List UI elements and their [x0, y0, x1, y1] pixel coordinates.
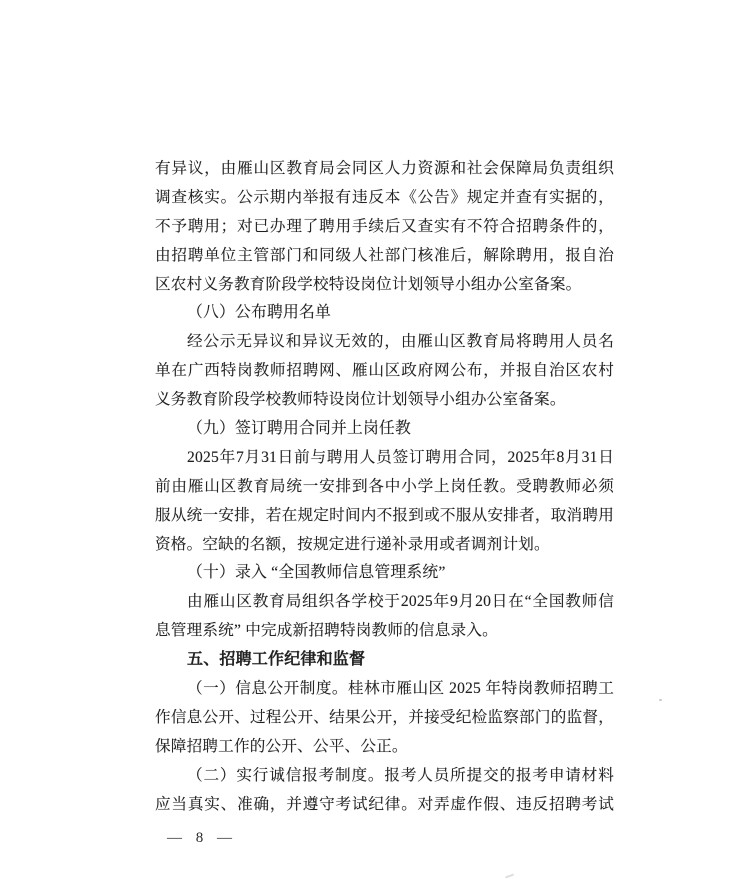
paragraph-line: （一）信息公开制度。桂林市雁山区 2025 年特岗教师招聘工: [187, 680, 614, 698]
paragraph-line: 由雁山区教育局组织各学校于2025年9月20日在“全国教师信: [187, 593, 614, 611]
heading-section-9: （九）签订聘用合同并上岗任教: [187, 420, 411, 438]
page-number: — 8 —: [167, 830, 233, 846]
heading-chapter-5: 五、招聘工作纪律和监督: [187, 651, 366, 669]
heading-section-8: （八）公布聘用名单: [187, 304, 331, 322]
paragraph-line: 服从统一安排，若在规定时间内不报到或不服从安排者，取消聘用: [155, 506, 614, 524]
paragraph-line: 有异议，由雁山区教育局会同区人力资源和社会保障局负责组织: [155, 160, 614, 177]
paragraph-line: 息管理系统” 中完成新招聘特岗教师的信息录入。: [155, 622, 498, 640]
paragraph-line: 经公示无异议和异议无效的，由雁山区教育局将聘用人员名: [187, 333, 614, 351]
paragraph-line: 区农村义务教育阶段学校特设岗位计划领导小组办公室备案。: [155, 275, 582, 293]
paragraph-line: （二）实行诚信报考制度。报考人员所提交的报考申请材料: [187, 766, 614, 784]
scan-speck: [505, 874, 514, 879]
heading-section-10: （十）录入 “全国教师信息管理系统”: [187, 564, 446, 582]
paragraph-line: 调查核实。公示期内举报有违反本《公告》规定并查有实据的，: [155, 188, 614, 206]
paragraph-line: 2025年7月31日前与聘用人员签订聘用合同，2025年8月31日: [187, 448, 614, 466]
paragraph-line: 前由雁山区教育局统一安排到各中小学上岗任教。受聘教师必须: [155, 477, 614, 495]
paragraph-line: 资格。空缺的名额，按规定进行递补录用或者调剂计划。: [155, 535, 550, 553]
paragraph-line: 应当真实、准确，并遵守考试纪律。对弄虚作假、违反招聘考试: [155, 795, 614, 813]
document-text-block: [155, 155, 614, 819]
paragraph-line: 保障招聘工作的公开、公平、公正。: [155, 737, 408, 755]
paragraph-line: 作信息公开、过程公开、结果公开，并接受纪检监察部门的监督，: [155, 708, 614, 726]
paragraph-line: 不予聘用；对已办理了聘用手续后又查实有不符合招聘条件的，: [155, 217, 614, 235]
paragraph-line: 由招聘单位主管部门和同级人社部门核准后，解除聘用，报自治: [155, 246, 614, 264]
paragraph-line: 单在广西特岗教师招聘网、雁山区政府网公布，并报自治区农村: [155, 362, 614, 380]
paragraph-line: 义务教育阶段学校教师特设岗位计划领导小组办公室备案。: [155, 391, 566, 409]
scan-speck: [659, 699, 662, 701]
